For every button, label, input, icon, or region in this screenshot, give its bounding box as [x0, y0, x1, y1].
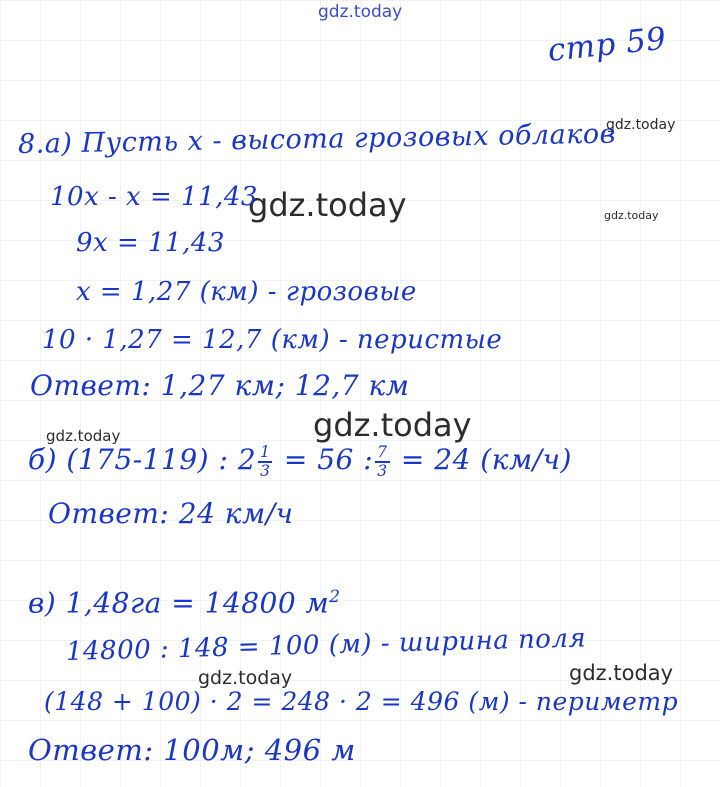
watermark-left-small: gdz.today [46, 427, 121, 445]
part-c-line-3: (148 + 100) · 2 = 248 · 2 = 496 (м) - периметр [44, 687, 679, 716]
part-a-heading: 8.а) Пусть x - высота грозовых облаков [17, 118, 617, 160]
part-c-superscript: 2 [329, 586, 341, 606]
part-a-answer: Ответ: 1,27 км; 12,7 км [30, 369, 410, 402]
page-number: стр 59 [546, 20, 669, 69]
part-c-line-1-text: в) 1,48га = 14800 м [28, 586, 330, 620]
part-a-line-2: 9x = 11,43 [76, 228, 225, 258]
watermark-top: gdz.today [318, 2, 403, 22]
part-b-fraction-2 [375, 444, 389, 478]
part-c-line-2: 14800 : 148 = 100 (м) - ширина поля [65, 623, 587, 667]
part-b-middle: = 56 : [283, 443, 374, 476]
watermark-bottom-right: gdz.today [569, 661, 674, 685]
part-c-line-1 [28, 586, 340, 619]
watermark-bottom-left: gdz.today [198, 667, 293, 689]
watermark-center-middle: gdz.today [313, 406, 472, 444]
part-b-line [28, 443, 572, 479]
fraction-1-numerator: 1 [260, 443, 271, 462]
part-b-prefix: б) (175-119) : 2 [28, 443, 257, 476]
part-a-line-4: 10 · 1,27 = 12,7 (км) - перистые [42, 325, 503, 355]
fraction-2-numerator: 7 [377, 443, 388, 462]
part-b-suffix: = 24 (км/ч) [400, 443, 572, 476]
fraction-2-denominator: 3 [377, 461, 388, 480]
part-a-line-3: x = 1,27 (км) - грозовые [76, 277, 417, 307]
fraction-1-denominator: 3 [260, 461, 271, 480]
part-b-fraction-1 [258, 444, 272, 478]
part-b-answer: Ответ: 24 км/ч [48, 497, 294, 530]
watermark-center-upper: gdz.today [248, 186, 407, 224]
watermark-right-tiny: gdz.today [604, 209, 659, 222]
part-a-line-1: 10x - x = 11,43 [50, 182, 258, 212]
part-c-answer: Ответ: 100м; 496 м [28, 733, 356, 767]
watermark-right-small: gdz.today [606, 117, 676, 133]
